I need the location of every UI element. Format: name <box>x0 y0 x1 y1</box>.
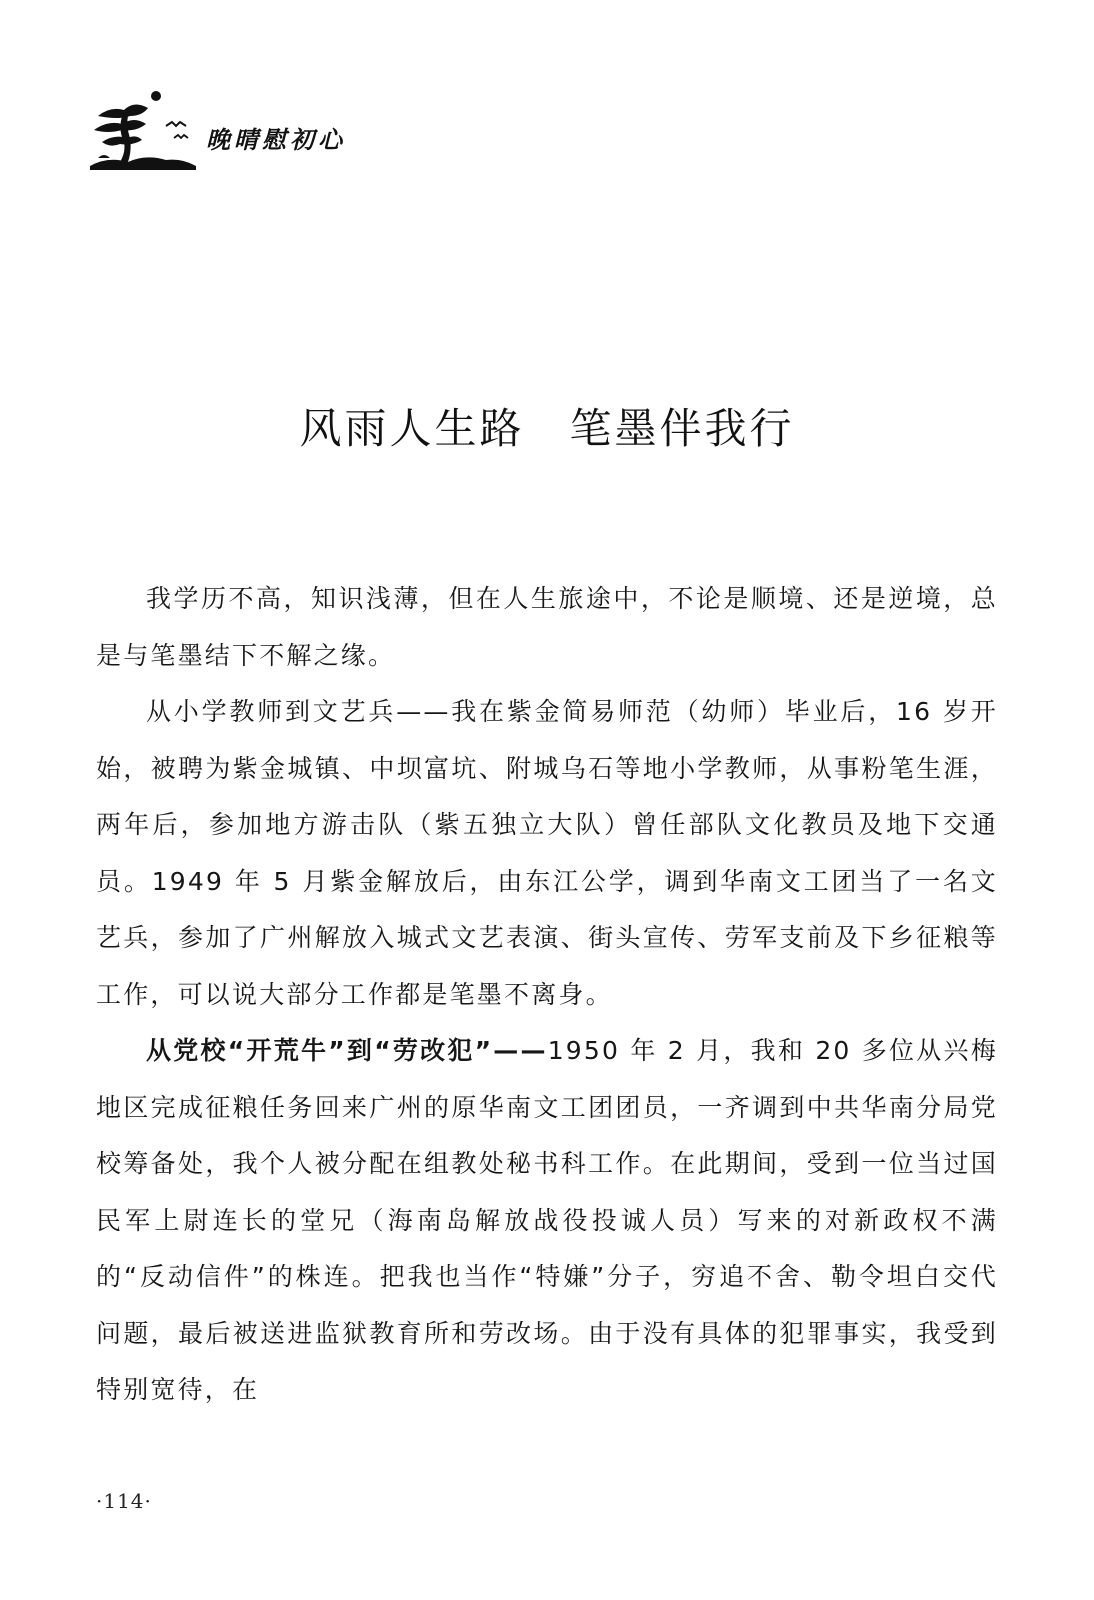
article-body <box>96 571 998 1419</box>
page-header <box>88 86 428 176</box>
page-number: ·114· <box>96 1489 152 1513</box>
paragraph-2 <box>96 684 998 1023</box>
paragraph-3-text: 1950 年 2 月，我和 20 多位从兴梅地区完成征粮任务回来广州的原华南文工团团员，一齐调到中共华南分局党校筹备处，我个人被分配在组教处秘书科工作。在此期间，受到一位当过国民军上尉连长的堂兄（海南岛解放战役投诚人员）写来的对新政权不满的“反动信件”的株连。把我也当作“特嫌”分子，穷追不舍、勒令坦白交代问题，最后被送进监狱教育所和劳改场。由于没有具体的犯罪事实，我受到特别宽待，在 <box>96 1036 998 1404</box>
paragraph-3 <box>96 1023 998 1419</box>
paragraph-3-lead: 从党校“开荒牛”到“劳改犯”—— <box>146 1036 548 1065</box>
paragraph-2-text: 从小学教师到文艺兵——我在紫金简易师范（幼师）毕业后，16 岁开始，被聘为紫金城镇、中坝富坑、附城乌石等地小学教师，从事粉笔生涯，两年后，参加地方游击队（紫五独立大队）曾任部队文化教员及地下交通员。1949 年 5 月紫金解放后，由东江公学，调到华南文工团当了一名文艺兵，参加了广州解放入城式文艺表演、街头宣传、劳军支前及下乡征粮等工作，可以说大部分工作都是笔墨不离身。 <box>96 697 998 1009</box>
running-title: 晚晴慰初心 <box>206 125 346 154</box>
article-title: 风雨人生路 笔墨伴我行 <box>299 404 795 453</box>
paragraph-1 <box>96 571 998 684</box>
paragraph-1-text: 我学历不高，知识浅薄，但在人生旅途中，不论是顺境、还是逆境，总是与笔墨结下不解之缘。 <box>96 584 998 670</box>
pine-tree-landscape-icon <box>88 86 198 172</box>
